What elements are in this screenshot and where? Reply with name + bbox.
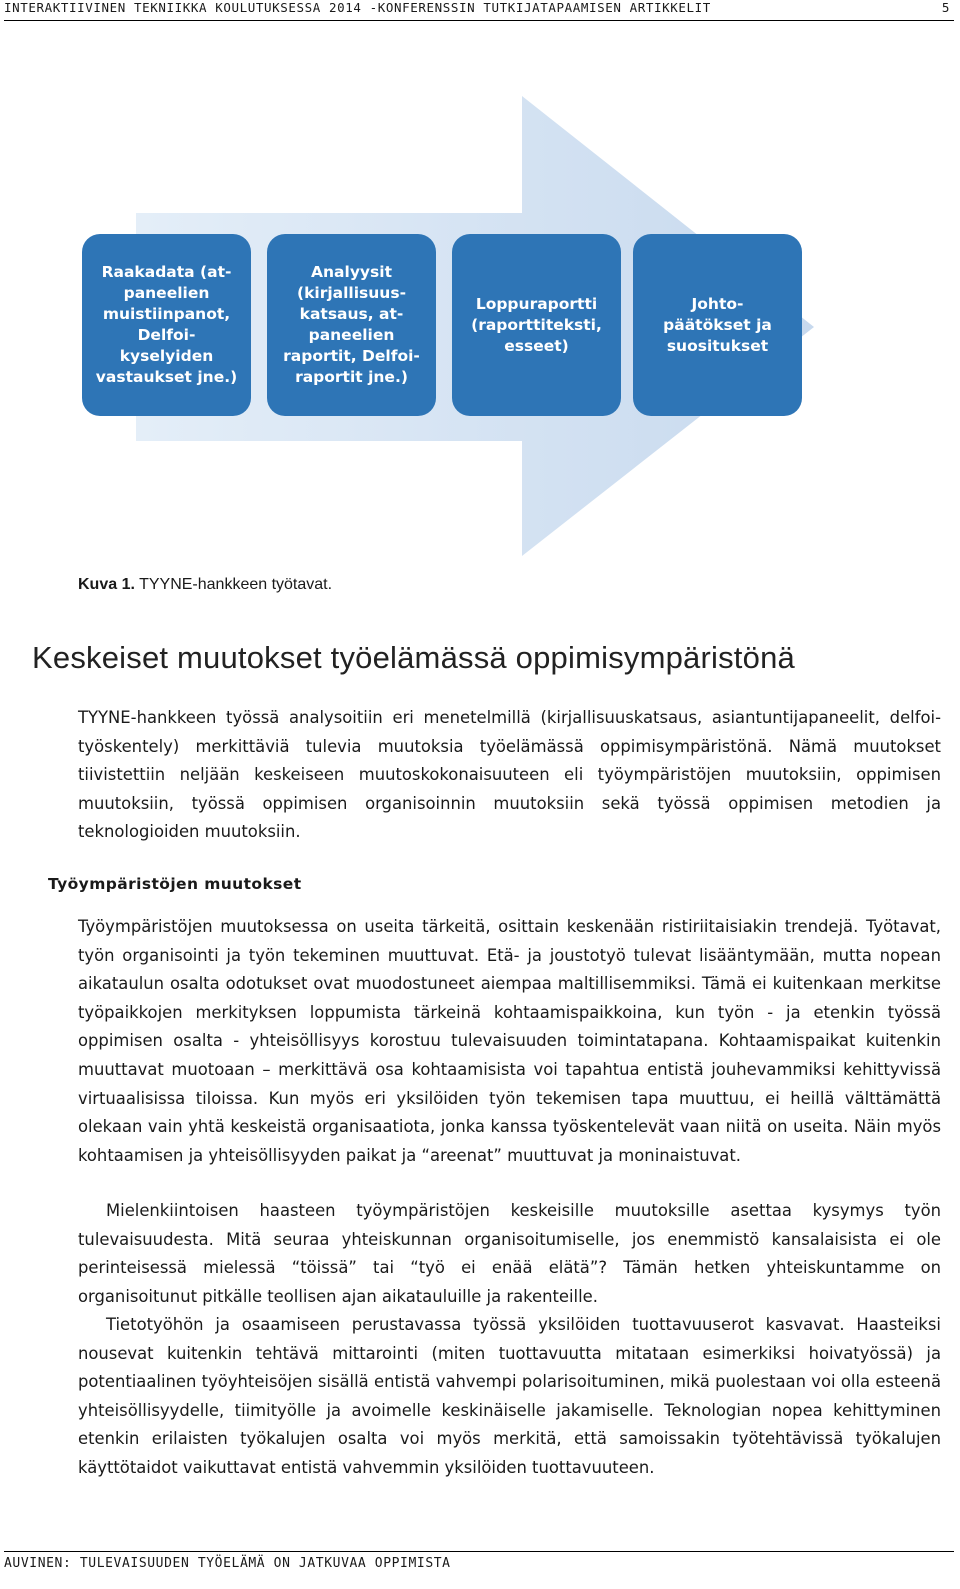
step-box-analyses: [267, 234, 436, 416]
page-number: 5: [941, 0, 950, 15]
step-box-final-report: [452, 234, 621, 416]
figure-caption: [78, 576, 332, 594]
running-footer: AUVINEN: TULEVAISUUDEN TYÖELÄMÄ ON JATKUVAA OPPIMISTA: [4, 1551, 954, 1571]
body-paragraph-2: Mielenkiintoisen haasteen työympäristöjen keskeisille muutoksille asettaa kysymys työn tulevaisuudesta. Mitä seuraa yhteiskunnan organisoitumiselle, jos enemmistö kansalaisista ei ole perinteisessä mielessä “töissä” tai “työ ei enää elätä”? Tämän hetken yhteiskuntamme on organisoitunut pitkälle teollisen ajan aikatauluille ja rakenteille.: [78, 1201, 941, 1306]
step-label-raw-data: Raakadata (at- paneelien muistiinpanot, Delfoi- kyselyiden vastaukset jne.): [95, 263, 238, 386]
body-paragraph-1: Työympäristöjen muutoksessa on useita tärkeitä, osittain keskenään ristiriitaisiakin trendejä. Työtavat, työn organisointi ja työn tekeminen muuttuvat. Etä- ja joustotyö tulevat lisääntymään, mutta nopean aikataulun osalta odotukset ovat muodostuneet aiempaa maltillisemmiksi. Tämä ei kuitenkaan merkitse työpaikkojen merkityksen loppumista tärkeinä kohtaamispaikkoina, kun työn - ja etenkin työssä oppimisen osalta - yhteisöllisyys korostuu tulevaisuuden toimintatapana. Kohtaamispaikat kuitenkin muuttavat muotoaan – merkittävä osa kohtaamisista voi tapahtua entistä jouhevammiksi kehittyvissä virtuaalisissa tiloissa. Kun myös eri yksilöiden työn tekemisen tapa muuttuu, ei heillä välttämättä olekaan vain yhtä keskeistä organisaatiota, jonka kanssa työskentelevät vaan niitä on useita. Näin myös kohtaamisen ja yhteisöllisyyden paikat ja “areenat” muuttuvat ja moninaistuvat.: [78, 917, 941, 1165]
caption-label: Kuva 1.: [78, 576, 135, 593]
running-header: [4, 0, 954, 21]
step-box-raw-data: [82, 234, 251, 416]
body-paragraph-3: Tietotyöhön ja osaamiseen perustavassa työssä yksilöiden tuottavuuserot kasvavat. Haasteiksi nousevat kuitenkin tehtävä mittarointi (miten tuottavuutta mitataan esimerkiksi hoivatyössä) ja potentiaalinen työyhteisöjen sisällä entistä vahvempi polarisoituminen, mikä puolestaan voi olla esteenä yhteisöllisyydelle, tiimityölle ja avoimelle keskinäiselle jakamiselle. Teknologian nopea kehittyminen etenkin erilaisten työkalujen osalta voi myös merkitä, että samoissakin työtehtävissä työkalujen käyttötaidot vaikuttavat entistä vahvemmin yksilöiden tuottavuuteen.: [78, 1315, 941, 1477]
step-label-final-report: Loppuraportti (raporttiteksti, esseet): [471, 294, 602, 355]
section-heading: Keskeiset muutokset työelämässä oppimisympäristönä: [32, 640, 795, 675]
step-box-conclusions: [633, 234, 802, 416]
caption-text: TYYNE-hankkeen työtavat.: [139, 576, 333, 593]
process-figure: [78, 96, 814, 556]
step-label-conclusions: Johto- päätökset ja suositukset: [663, 294, 772, 355]
running-header-title: INTERAKTIIVINEN TEKNIIKKA KOULUTUKSESSA 2014 -KONFERENSSIN TUTKIJATAPAAMISEN ARTIKKELIT: [4, 0, 711, 15]
subsection-heading: Työympäristöjen muutokset: [48, 875, 302, 893]
step-label-analyses: Analyysit (kirjallisuus- katsaus, at- paneelien raportit, Delfoi- raportit jne.): [283, 263, 420, 386]
intro-paragraph: TYYNE-hankkeen työssä analysoitiin eri menetelmillä (kirjallisuuskatsaus, asiantuntijapaneelit, delfoi-työskentely) merkittäviä tulevia muutoksia työelämässä oppimisympäristönä. Nämä muutokset tiivistettiin neljään keskeiseen muutoskokonaisuuteen eli työympäristöjen muutoksiin, oppimisen muutoksiin, työssä oppimisen organisoinnin muutoksiin sekä työssä oppimisen metodien ja teknologioiden muutoksiin.: [78, 708, 941, 842]
